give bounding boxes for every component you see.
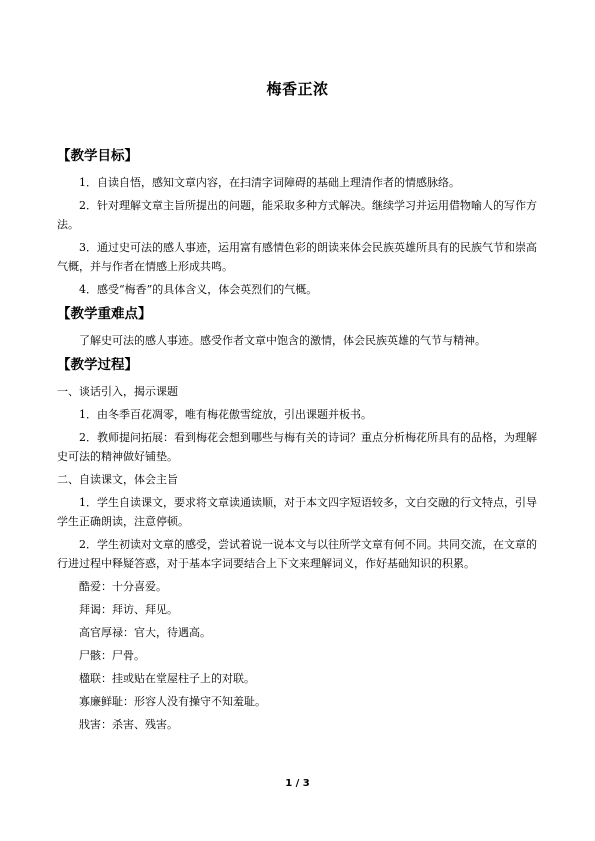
goal-item: 1．自读自悟，感知文章内容，在扫清字词障碍的基础上理清作者的情感脉络。 bbox=[79, 176, 460, 189]
section-heading: 【教学重难点】 bbox=[57, 306, 152, 322]
section-heading: 【教学目标】 bbox=[57, 148, 138, 164]
step-item: 2．教师提问拓展：看到梅花会想到哪些与梅有关的诗词？重点分析梅花所具有的品格，为理解史可法的精神做好铺垫。 bbox=[57, 431, 537, 463]
page-number: 1 / 3 bbox=[285, 778, 310, 789]
step-item: 1．由冬季百花凋零，唯有梅花傲雪绽放，引出课题并板书。 bbox=[79, 408, 372, 421]
key-point-text: 了解史可法的感人事迹。感受作者文章中饱含的激情，体会民族英雄的气节与精神。 bbox=[79, 334, 486, 347]
goal-item: 4．感受“梅香”的具体含义，体会英烈们的气概。 bbox=[79, 283, 318, 296]
section-teaching-goals bbox=[57, 145, 542, 299]
vocab-gloss: 戕害：杀害、残害。 bbox=[79, 718, 178, 731]
step-item: 2．学生初读对文章的感受，尝试着说一说本文与以往所学文章有何不同。共同交流，在文章的行进过程中释疑答惑，对于基本字词要结合上下文来理解词义，作好基础知识的积累。 bbox=[57, 538, 537, 570]
vocab-gloss: 酷爱：十分喜爱。 bbox=[79, 580, 167, 593]
goal-item: 3．通过史可法的感人事迹，运用富有感情色彩的朗读来体会民族英雄所具有的民族气节和崇高气概，并与作者在情感上形成共鸣。 bbox=[57, 241, 537, 273]
step-item: 1．学生自读课文，要求将文章读通读顺，对于本文四字短语较多，文白交融的行文特点，引导学生正确朗读，注意停顿。 bbox=[57, 496, 537, 528]
section-key-points bbox=[57, 303, 542, 350]
section-teaching-process bbox=[57, 354, 542, 734]
goal-item: 2．针对理解文章主旨所提出的问题，能采取多种方式解决。继续学习并运用借物喻人的写作方法。 bbox=[57, 199, 537, 231]
step-title: 一、谈话引入，揭示课题 bbox=[57, 385, 178, 398]
step-title: 二、自读课文，体会主旨 bbox=[57, 473, 178, 486]
vocab-gloss: 楹联：挂或贴在堂屋柱子上的对联。 bbox=[79, 672, 255, 685]
section-heading: 【教学过程】 bbox=[57, 357, 138, 373]
vocab-gloss: 拜谒：拜访、拜见。 bbox=[79, 603, 178, 616]
vocab-gloss: 寡廉鲜耻：形容人没有操守不知羞耻。 bbox=[79, 695, 266, 708]
page-title: 梅香正浓 bbox=[266, 80, 329, 98]
vocab-gloss: 高官厚禄：官大，待遇高。 bbox=[79, 626, 211, 639]
document-body bbox=[57, 145, 542, 738]
vocab-gloss: 尸骸：尸骨。 bbox=[79, 649, 145, 662]
